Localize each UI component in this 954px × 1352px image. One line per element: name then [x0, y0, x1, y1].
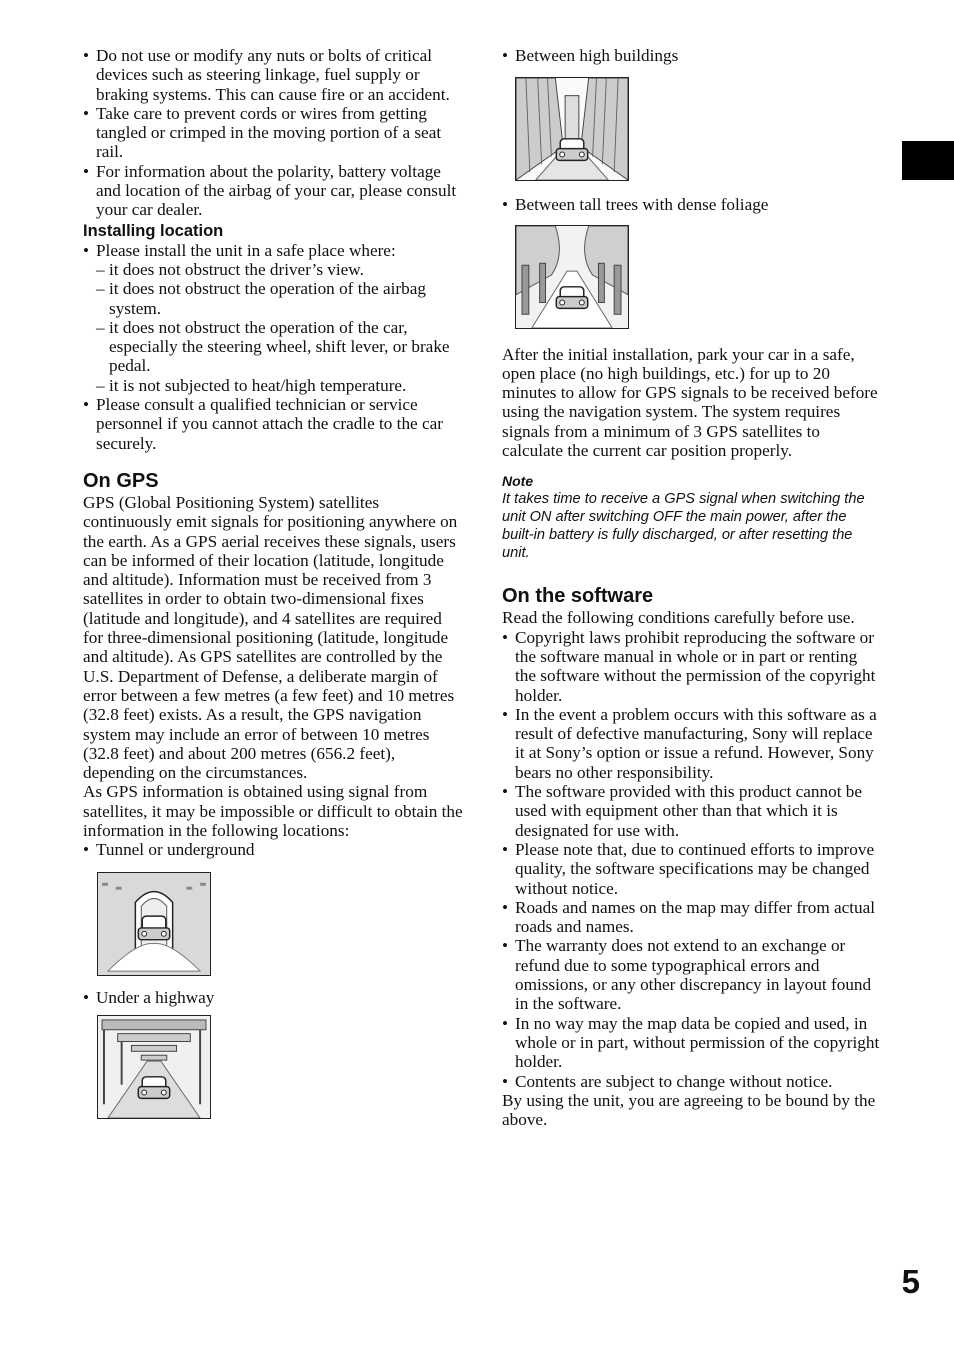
sub-list-item: – it does not obstruct the operation of the car, especially the steering wheel, shift lever, or brake pedal. [83, 318, 463, 376]
after-install-paragraph: After the initial installation, park your car in a safe, open place (no high buildings, etc.) for up to 20 minutes to allow for GPS signals to be received before using the navigation system. The system requires signals from a minimum of 3 GPS satellites to calculate the current car position properly. [502, 344, 878, 461]
gps-paragraph: As GPS information is obtained using signal from satellites, it may be impossible or difficult to obtain the information in the following locations: [83, 782, 463, 840]
on-software-heading: On the software [502, 585, 654, 608]
list-item: • Do not use or modify any nuts or bolts of critical devices such as steering linkage, fuel supply or braking systems. This can cause fire or an accident. [83, 46, 463, 104]
list-item: • The warranty does not extend to an exchange or refund due to some typographical errors and omissions, or any other discrepancy in layout found in the software. [502, 936, 882, 1013]
on-gps-heading: On GPS [83, 469, 159, 492]
gps-paragraph: GPS (Global Positioning System) satellites continuously emit signals for positioning anywhere on the earth. As a GPS aerial receives these signals, users can be informed of their location (latitude, longitude and altitude). Information must be received from 3 satellites in order to obtain two-dimensional fixes (latitude and longitude), and 4 satellites are required for three-dimensional positioning (latitude, longitude and altitude). As GPS satellites are controlled by the U.S. Department of Defense, a deliberate margin of error between a few metres (a few feet) and 10 metres (32.8 feet) exists. As a result, the GPS navigation system may include an error of between 10 metres (32.8 feet) and about 200 metres (656.2 feet), depending on the circumstances. [83, 492, 458, 783]
section-tab-marker [902, 141, 954, 180]
highway-illustration [97, 1015, 211, 1119]
list-item: • Please install the unit in a safe place where: [83, 241, 463, 260]
location-tunnel: • Tunnel or underground [83, 840, 463, 859]
software-closing: By using the unit, you are agreeing to be bound by the above. [502, 1090, 876, 1130]
list-item: • In no way may the map data be copied and used, in whole or in part, without permission of the copyright holder. [502, 1014, 882, 1072]
location-trees: • Between tall trees with dense foliage [502, 195, 882, 214]
software-intro: Read the following conditions carefully before use. [502, 608, 855, 628]
note-label: Note [502, 473, 534, 490]
tunnel-illustration [97, 872, 211, 976]
note-text: It takes time to receive a GPS signal when switching the unit ON after switching OFF the main power, after the built-in battery is fully discharged, or after resetting the unit. [502, 491, 865, 562]
list-item: • Roads and names on the map may differ from actual roads and names. [502, 898, 882, 937]
list-item: • For information about the polarity, battery voltage and location of the airbag of your car, please consult your car dealer. [83, 162, 463, 220]
list-item: • In the event a problem occurs with this software as a result of defective manufacturing, Sony will replace it at Sony’s option or issue a refund. However, Sony bears no other responsibility. [502, 705, 882, 782]
left-column [83, 46, 463, 1119]
trees-illustration [515, 225, 629, 329]
location-highway: • Under a highway [83, 988, 463, 1007]
page-number: 5 [901, 1263, 920, 1300]
location-buildings: • Between high buildings [502, 46, 882, 65]
sub-list-item: – it is not subjected to heat/high temperature. [83, 376, 463, 395]
installing-location-heading: Installing location [83, 221, 224, 240]
list-item: • Contents are subject to change without notice. [502, 1072, 882, 1091]
list-item: • Please note that, due to continued efforts to improve quality, the software specifications may be changed without notice. [502, 840, 882, 898]
list-item: • Copyright laws prohibit reproducing the software or the software manual in whole or in part or renting the software without the permission of the copyright holder. [502, 628, 882, 705]
list-item: • Take care to prevent cords or wires from getting tangled or crimped in the moving portion of a seat rail. [83, 104, 463, 162]
list-item: • Please consult a qualified technician or service personnel if you cannot attach the cradle to the car securely. [83, 395, 463, 453]
right-column [502, 46, 882, 1129]
buildings-illustration [515, 77, 629, 181]
sub-list-item: – it does not obstruct the operation of the airbag system. [83, 279, 463, 318]
sub-list-item: – it does not obstruct the driver’s view. [83, 260, 463, 279]
list-item: • The software provided with this product cannot be used with equipment other than that which it is designated for use with. [502, 782, 882, 840]
